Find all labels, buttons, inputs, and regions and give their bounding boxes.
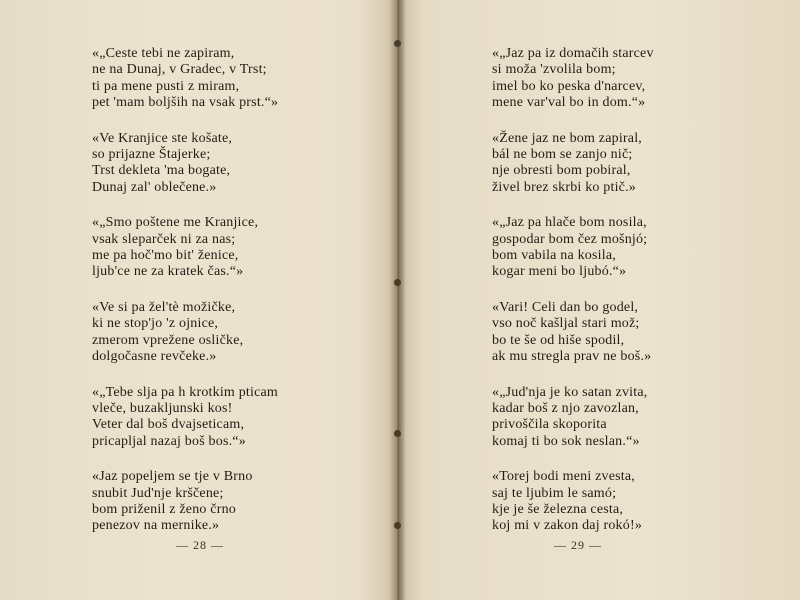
verse-line: ne na Dunaj, v Gradec, v Trst; bbox=[92, 62, 267, 78]
verse-line: imel bo ko peska d'narcev, bbox=[492, 78, 646, 94]
verse-line: koj mi v zakon daj rokó!» bbox=[492, 518, 643, 534]
verse-line: «„Jaz pa hlače bom nosila, bbox=[492, 215, 647, 231]
verse-line: saj te ljubim le samó; bbox=[492, 485, 617, 501]
verse-line: me pa hoč'mo bit' ženice, bbox=[92, 247, 239, 263]
poem-body bbox=[492, 46, 654, 554]
verse-line: «„Jud'nja je ko satan zvita, bbox=[492, 384, 648, 400]
verse-line: snubit Jud'nje krščene; bbox=[92, 485, 224, 501]
stanza bbox=[492, 215, 654, 280]
page-number: — 28 — bbox=[176, 538, 224, 552]
verse-line: «„Jaz pa iz domačih starcev bbox=[492, 46, 654, 61]
verse-line: nje obresti bom pobiral, bbox=[492, 163, 631, 179]
verse-line: vsak sleparček ni za nas; bbox=[92, 231, 236, 247]
verse-line: Veter dal boš dvajseticam, bbox=[92, 417, 245, 433]
stanza bbox=[492, 385, 654, 450]
verse-line: «Ve si pa žel'tè možičke, bbox=[92, 300, 236, 316]
verse-line: vso noč kašljal stari mož; bbox=[492, 316, 640, 332]
right-page bbox=[402, 0, 800, 600]
verse-line: kadar boš z njo zavozlan, bbox=[492, 401, 639, 417]
verse-line: ak mu stregla prav ne boš.» bbox=[492, 348, 652, 364]
verse-line: gospodar bom čez mošnjó; bbox=[492, 231, 648, 247]
stanza bbox=[92, 215, 278, 280]
verse-line: bál ne bom se zanjo nič; bbox=[492, 146, 633, 162]
verse-line: «Vari! Celi dan bo godel, bbox=[492, 300, 639, 316]
verse-line: penezov na mernike.» bbox=[92, 518, 220, 534]
stanza bbox=[92, 469, 278, 534]
poem-body bbox=[92, 46, 278, 554]
stanza bbox=[92, 131, 278, 196]
verse-line: mene var'val bo in dom.“» bbox=[492, 94, 646, 110]
verse-line: ti pa mene pusti z miram, bbox=[92, 78, 240, 94]
verse-line: «Ve Kranjice ste košate, bbox=[92, 130, 233, 146]
verse-line: bom vabila na kosila, bbox=[492, 247, 616, 263]
spine-line bbox=[397, 0, 399, 600]
verse-line: «„Tebe slja pa h krotkim pticam bbox=[92, 384, 278, 400]
verse-line: pet 'mam boljših na vsak prst.“» bbox=[92, 94, 279, 110]
stanza bbox=[92, 385, 278, 450]
verse-line: «Jaz popeljem se tje v Brno bbox=[92, 469, 253, 485]
verse-line: zmerom vprežene osličke, bbox=[92, 332, 244, 348]
verse-line: vleče, buzakljunski kos! bbox=[92, 401, 233, 417]
stanza bbox=[492, 300, 654, 365]
verse-line: komaj ti bo sok neslan.“» bbox=[492, 433, 640, 449]
verse-line: «„Smo poštene me Kranjice, bbox=[92, 215, 259, 231]
verse-line: si moža 'zvolila bom; bbox=[492, 62, 616, 78]
verse-line: «Žene jaz ne bom zapiral, bbox=[492, 130, 642, 146]
verse-line: «Torej bodi meni zvesta, bbox=[492, 469, 636, 485]
stanza bbox=[492, 469, 654, 534]
verse-line: kje je še železna cesta, bbox=[492, 502, 624, 518]
verse-line: Trst dekleta 'ma bogate, bbox=[92, 163, 231, 179]
stanza bbox=[492, 131, 654, 196]
verse-line: ljub'ce ne za kratek čas.“» bbox=[92, 264, 244, 280]
stanza bbox=[92, 46, 278, 111]
verse-line: živel brez skrbi ko ptič.» bbox=[492, 179, 636, 195]
verse-line: Dunaj zal' oblečene.» bbox=[92, 179, 217, 195]
stanza bbox=[92, 300, 278, 365]
page-number: — 29 — bbox=[554, 538, 602, 552]
verse-line: kogar meni bo ljubó.“» bbox=[492, 264, 627, 280]
verse-line: dolgočasne revčeke.» bbox=[92, 348, 217, 364]
verse-line: privoščila skoporita bbox=[492, 417, 607, 433]
verse-line: pricapljal nazaj boš bos.“» bbox=[92, 433, 246, 449]
stanza bbox=[492, 46, 654, 111]
verse-line: «„Ceste tebi ne zapiram, bbox=[92, 46, 235, 61]
left-page bbox=[0, 0, 396, 600]
verse-line: bom priženil z ženo črno bbox=[92, 502, 236, 518]
verse-line: so prijazne Štajerke; bbox=[92, 146, 211, 162]
verse-line: bo te še od hiše spodil, bbox=[492, 332, 625, 348]
verse-line: ki ne stop'jo 'z ojnice, bbox=[92, 316, 219, 332]
